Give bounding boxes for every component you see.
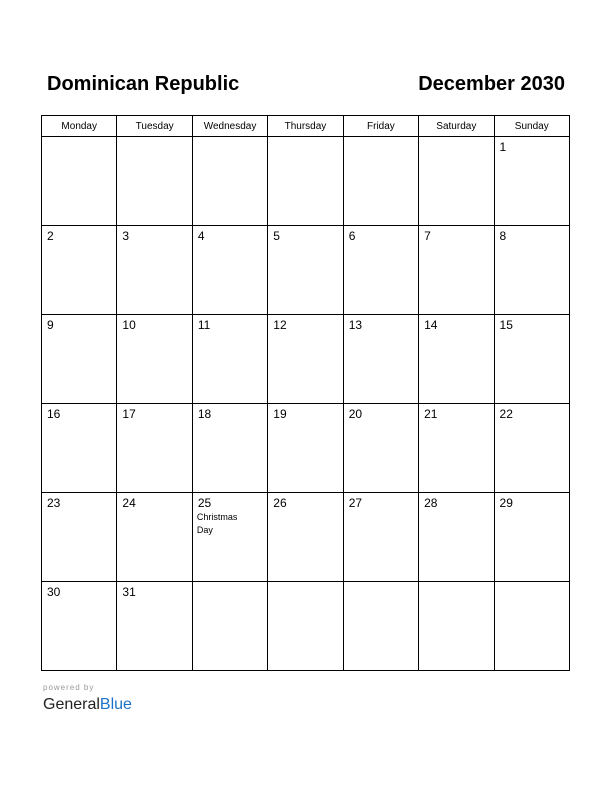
day-number: 6 <box>348 229 356 243</box>
day-number: 15 <box>499 318 513 332</box>
day-number <box>419 137 493 140</box>
country-title: Dominican Republic <box>47 73 240 95</box>
week-row <box>42 226 570 315</box>
day-cell <box>192 226 267 315</box>
day-number: 14 <box>424 318 438 332</box>
day-cell <box>268 226 343 315</box>
day-cell <box>268 137 343 226</box>
holiday-label: Christmas Day <box>196 512 238 535</box>
day-cell <box>343 404 418 493</box>
weekday-thursday: Thursday <box>268 116 343 137</box>
week-row <box>42 582 570 671</box>
day-number: 18 <box>197 407 212 421</box>
day-cell <box>117 493 192 582</box>
day-number <box>344 137 418 140</box>
week-row <box>42 404 570 493</box>
weekday-saturday: Saturday <box>419 116 494 137</box>
day-cell <box>419 137 494 226</box>
powered-by-text: powered by <box>43 683 95 692</box>
weekday-sunday: Sunday <box>494 116 569 137</box>
day-cell <box>419 493 494 582</box>
day-number: 16 <box>47 407 61 421</box>
day-number <box>268 137 342 140</box>
day-cell <box>268 582 343 671</box>
day-number <box>117 137 191 140</box>
calendar-header <box>41 70 571 100</box>
day-cell <box>419 226 494 315</box>
week-row <box>42 137 570 226</box>
day-cell <box>192 315 267 404</box>
day-number: 23 <box>47 496 61 510</box>
day-cell <box>42 404 117 493</box>
calendar-grid <box>41 115 570 671</box>
day-number: 19 <box>273 407 287 421</box>
brand-name-blue: Blue <box>99 696 132 713</box>
day-cell <box>343 226 418 315</box>
day-cell <box>117 315 192 404</box>
day-number: 8 <box>499 229 507 243</box>
month-title: December 2030 <box>418 73 565 95</box>
day-number <box>495 582 569 585</box>
brand-logo[interactable] <box>43 695 132 715</box>
day-number: 20 <box>348 407 363 421</box>
day-cell <box>494 315 569 404</box>
day-number <box>193 582 267 585</box>
day-cell <box>117 582 192 671</box>
day-cell <box>494 493 569 582</box>
week-row <box>42 315 570 404</box>
day-cell <box>42 315 117 404</box>
day-number: 26 <box>273 496 287 510</box>
day-number: 30 <box>47 585 61 599</box>
weekday-header-row <box>42 116 570 137</box>
day-cell-christmas <box>192 493 267 582</box>
day-cell <box>343 582 418 671</box>
day-number: 12 <box>273 318 287 332</box>
week-row <box>42 493 570 582</box>
weekday-friday: Friday <box>343 116 418 137</box>
day-number: 3 <box>122 229 130 243</box>
day-cell <box>494 137 569 226</box>
day-number <box>42 137 116 140</box>
weekday-wednesday: Wednesday <box>192 116 267 137</box>
day-number: 27 <box>348 496 363 510</box>
day-cell <box>268 493 343 582</box>
weekday-tuesday: Tuesday <box>117 116 192 137</box>
footer <box>43 683 132 715</box>
day-cell <box>42 137 117 226</box>
day-cell <box>117 226 192 315</box>
day-number <box>419 582 493 585</box>
day-cell <box>42 226 117 315</box>
day-number: 9 <box>47 318 54 332</box>
day-number: 17 <box>122 407 136 421</box>
day-cell <box>419 315 494 404</box>
day-number: 10 <box>122 318 136 332</box>
day-cell <box>42 493 117 582</box>
day-number: 21 <box>424 407 438 421</box>
day-cell <box>494 582 569 671</box>
day-cell <box>343 493 418 582</box>
day-number: 5 <box>273 229 280 243</box>
day-number: 25 <box>197 496 212 510</box>
day-number: 22 <box>499 407 513 421</box>
day-number: 28 <box>424 496 438 510</box>
day-cell <box>192 582 267 671</box>
day-number: 31 <box>122 585 136 599</box>
day-number <box>268 582 342 585</box>
day-number: 11 <box>197 318 211 332</box>
day-cell <box>419 582 494 671</box>
day-cell <box>419 404 494 493</box>
day-cell <box>268 404 343 493</box>
day-cell <box>343 315 418 404</box>
day-cell <box>268 315 343 404</box>
weekday-monday: Monday <box>42 116 117 137</box>
day-cell <box>117 404 192 493</box>
day-cell <box>192 137 267 226</box>
day-number <box>344 582 418 585</box>
day-cell <box>192 404 267 493</box>
day-number: 7 <box>424 229 431 243</box>
day-cell <box>494 404 569 493</box>
day-cell <box>117 137 192 226</box>
day-number: 13 <box>348 318 363 332</box>
day-cell <box>42 582 117 671</box>
day-number <box>193 137 267 140</box>
day-number: 1 <box>499 140 507 154</box>
brand-name-general: General <box>43 696 100 713</box>
day-cell <box>343 137 418 226</box>
day-number: 2 <box>47 229 54 243</box>
day-cell <box>494 226 569 315</box>
day-number: 24 <box>122 496 136 510</box>
day-number: 4 <box>197 229 205 243</box>
day-number: 29 <box>499 496 513 510</box>
